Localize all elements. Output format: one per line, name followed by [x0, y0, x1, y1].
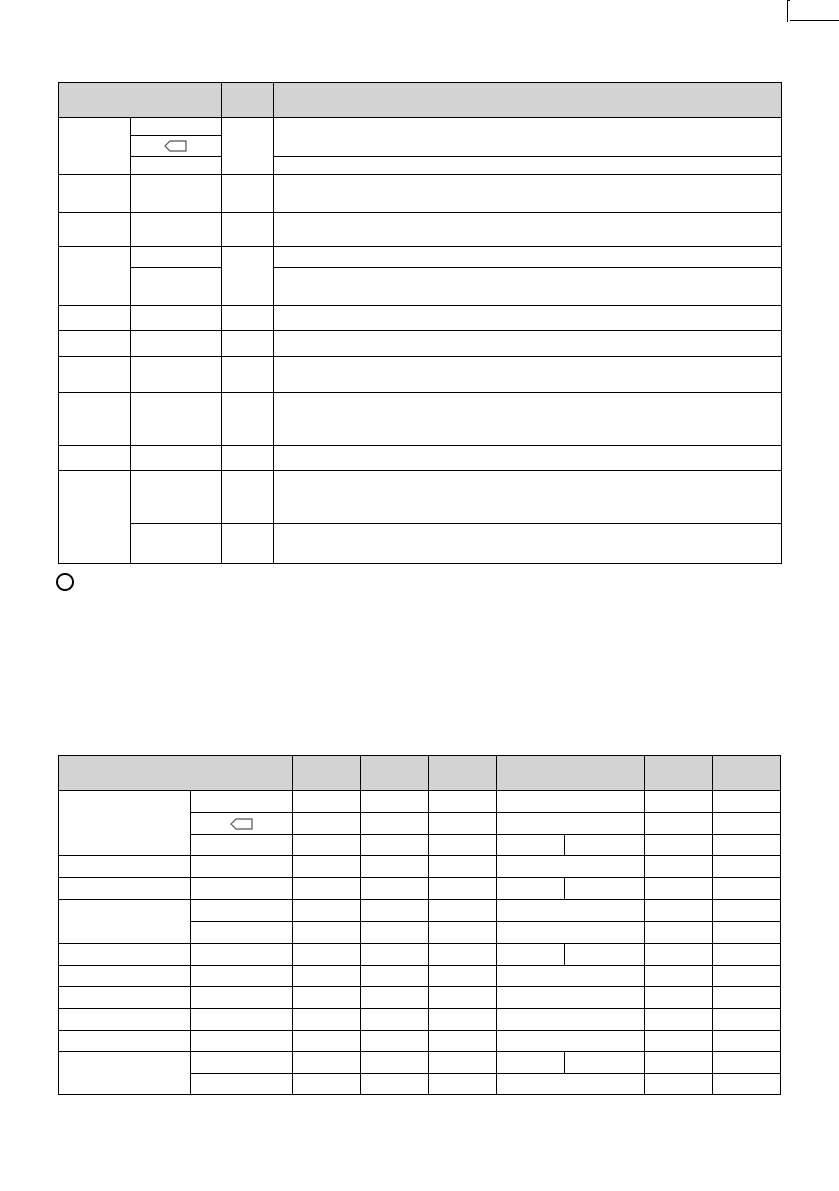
table-cell	[429, 1052, 497, 1074]
table-row	[59, 856, 781, 878]
table-cell	[293, 1009, 361, 1031]
table-cell	[429, 835, 497, 856]
table-cell	[713, 987, 781, 1009]
table-cell	[191, 1074, 293, 1095]
table-cell	[361, 813, 429, 835]
table-cell	[222, 175, 274, 213]
table-cell	[59, 966, 191, 987]
table-cell	[645, 922, 713, 944]
table-cell	[497, 813, 645, 835]
table-cell	[131, 136, 222, 157]
table-cell	[274, 157, 782, 175]
table-cell	[361, 1009, 429, 1031]
table-cell	[497, 966, 645, 987]
table-cell	[131, 331, 222, 356]
table-row	[59, 247, 782, 268]
table-cell	[59, 175, 131, 213]
table-cell	[429, 1009, 497, 1031]
table-cell	[59, 900, 191, 944]
table-cell	[222, 392, 274, 445]
table-row	[59, 1052, 781, 1074]
table-cell	[497, 791, 645, 813]
table-cell	[713, 791, 781, 813]
lower-header-cell-7	[713, 756, 781, 791]
table-cell	[713, 878, 781, 900]
table-cell	[361, 922, 429, 944]
table-cell	[293, 1031, 361, 1052]
table-cell	[361, 1074, 429, 1095]
table-cell	[59, 1009, 191, 1031]
table-cell	[191, 900, 293, 922]
table-cell	[429, 1074, 497, 1095]
table-cell	[274, 392, 782, 445]
table-cell	[497, 878, 565, 900]
table-cell	[222, 331, 274, 356]
table-cell	[222, 247, 274, 306]
table-cell	[429, 987, 497, 1009]
table-row	[59, 987, 781, 1009]
table-cell	[293, 966, 361, 987]
table-cell	[274, 118, 782, 157]
table-cell	[429, 900, 497, 922]
table-cell	[497, 856, 645, 878]
table-cell	[713, 1074, 781, 1095]
table-cell	[191, 1009, 293, 1031]
table-cell	[497, 1031, 645, 1052]
table-cell	[191, 944, 293, 966]
table-cell	[131, 306, 222, 331]
table-cell	[131, 523, 222, 563]
table-cell	[361, 878, 429, 900]
table-cell	[565, 835, 645, 856]
table-cell	[293, 1074, 361, 1095]
table-cell	[565, 878, 645, 900]
table-cell	[191, 1052, 293, 1074]
upper-header-cell-3	[274, 83, 782, 118]
table-cell	[713, 944, 781, 966]
tag-icon	[164, 140, 188, 152]
lower-table	[58, 755, 781, 1095]
top-right-cut-mark-horizontal	[790, 20, 839, 21]
table-row	[59, 306, 782, 331]
table-cell	[222, 213, 274, 247]
table-row	[59, 470, 782, 523]
table-row	[59, 900, 781, 922]
table-cell	[645, 813, 713, 835]
table-cell	[222, 356, 274, 392]
top-right-cut-mark-tick	[787, 0, 790, 1]
table-cell	[645, 1074, 713, 1095]
table-cell	[222, 118, 274, 175]
table-cell	[497, 922, 645, 944]
table-cell	[222, 523, 274, 563]
table-cell	[191, 987, 293, 1009]
table-cell	[274, 306, 782, 331]
table-cell	[429, 1031, 497, 1052]
table-cell	[131, 268, 222, 306]
tag-icon	[230, 818, 254, 830]
table-cell	[59, 878, 191, 900]
table-cell	[191, 856, 293, 878]
table-cell	[293, 987, 361, 1009]
table-cell	[565, 944, 645, 966]
info-circle-icon	[56, 573, 74, 591]
table-cell	[191, 813, 293, 835]
table-cell	[361, 900, 429, 922]
table-cell	[497, 835, 565, 856]
table-cell	[59, 1052, 191, 1095]
table-cell	[59, 306, 131, 331]
table-cell	[59, 247, 131, 306]
table-cell	[131, 175, 222, 213]
table-cell	[131, 445, 222, 470]
table-cell	[497, 1052, 565, 1074]
table-cell	[59, 392, 131, 445]
table-cell	[222, 306, 274, 331]
table-cell	[131, 118, 222, 136]
table-cell	[713, 900, 781, 922]
lower-header-cell-2	[293, 756, 361, 791]
table-cell	[497, 900, 645, 922]
table-cell	[131, 213, 222, 247]
table-row	[59, 175, 782, 213]
table-cell	[131, 356, 222, 392]
table-cell	[645, 878, 713, 900]
table-cell	[59, 944, 191, 966]
table-cell	[293, 878, 361, 900]
table-cell	[59, 118, 131, 175]
table-row	[59, 1031, 781, 1052]
upper-header-cell-2	[222, 83, 274, 118]
table-cell	[497, 1009, 645, 1031]
table-cell	[191, 791, 293, 813]
table-cell	[191, 835, 293, 856]
table-row	[59, 356, 782, 392]
table-cell	[361, 1052, 429, 1074]
table-row	[59, 213, 782, 247]
table-row	[59, 445, 782, 470]
table-cell	[274, 470, 782, 523]
table-row	[59, 791, 781, 813]
table-cell	[191, 878, 293, 900]
table-cell	[645, 1009, 713, 1031]
table-cell	[131, 392, 222, 445]
table-cell	[713, 835, 781, 856]
table-cell	[713, 813, 781, 835]
table-cell	[222, 445, 274, 470]
table-cell	[293, 900, 361, 922]
table-cell	[713, 966, 781, 987]
table-cell	[497, 1074, 645, 1095]
lower-header-cell-4	[429, 756, 497, 791]
table-cell	[131, 247, 222, 268]
table-cell	[59, 1031, 191, 1052]
table-cell	[713, 922, 781, 944]
table-cell	[429, 944, 497, 966]
table-cell	[645, 856, 713, 878]
table-cell	[293, 1052, 361, 1074]
table-cell	[131, 157, 222, 175]
table-cell	[274, 247, 782, 268]
table-cell	[191, 966, 293, 987]
table-cell	[59, 470, 131, 563]
table-row	[59, 268, 782, 306]
table-cell	[361, 791, 429, 813]
table-cell	[59, 445, 131, 470]
table-cell	[645, 900, 713, 922]
table-cell	[274, 268, 782, 306]
table-cell	[293, 856, 361, 878]
table-cell	[274, 213, 782, 247]
upper-table-header-row	[59, 83, 782, 118]
lower-table-header-row	[59, 756, 781, 791]
table-cell	[361, 944, 429, 966]
table-cell	[191, 922, 293, 944]
table-row	[59, 966, 781, 987]
table-cell	[497, 987, 645, 1009]
table-cell	[645, 944, 713, 966]
table-row	[59, 523, 782, 563]
table-cell	[645, 791, 713, 813]
table-cell	[429, 966, 497, 987]
table-cell	[497, 944, 565, 966]
table-cell	[645, 1052, 713, 1074]
top-right-cut-mark	[787, 0, 788, 22]
lower-header-cell-6	[645, 756, 713, 791]
table-cell	[59, 356, 131, 392]
lower-header-cell-1	[59, 756, 293, 791]
table-row	[59, 1009, 781, 1031]
table-cell	[361, 987, 429, 1009]
upper-table	[58, 82, 782, 564]
table-cell	[713, 1052, 781, 1074]
table-row	[59, 878, 781, 900]
table-cell	[429, 856, 497, 878]
table-cell	[59, 791, 191, 856]
table-cell	[274, 523, 782, 563]
table-cell	[429, 813, 497, 835]
table-cell	[59, 213, 131, 247]
table-cell	[361, 856, 429, 878]
table-cell	[131, 470, 222, 523]
table-cell	[274, 445, 782, 470]
table-cell	[293, 813, 361, 835]
table-cell	[713, 1009, 781, 1031]
table-cell	[59, 856, 191, 878]
table-row	[59, 944, 781, 966]
table-cell	[565, 1052, 645, 1074]
table-cell	[361, 966, 429, 987]
table-row	[59, 392, 782, 445]
table-cell	[274, 356, 782, 392]
table-cell	[361, 835, 429, 856]
upper-header-cell-1	[59, 83, 222, 118]
table-cell	[293, 791, 361, 813]
table-cell	[274, 175, 782, 213]
table-cell	[429, 878, 497, 900]
table-row	[59, 118, 782, 136]
table-cell	[59, 987, 191, 1009]
lower-header-cell-3	[361, 756, 429, 791]
table-row	[59, 157, 782, 175]
table-row	[59, 331, 782, 356]
table-cell	[191, 1031, 293, 1052]
table-cell	[274, 331, 782, 356]
table-cell	[222, 470, 274, 523]
table-cell	[713, 1031, 781, 1052]
table-cell	[645, 966, 713, 987]
table-cell	[293, 922, 361, 944]
table-cell	[293, 835, 361, 856]
table-cell	[361, 1031, 429, 1052]
table-cell	[645, 835, 713, 856]
table-cell	[429, 922, 497, 944]
table-cell	[59, 331, 131, 356]
table-cell	[293, 944, 361, 966]
table-cell	[713, 856, 781, 878]
lower-header-cell-5	[497, 756, 645, 791]
table-cell	[645, 987, 713, 1009]
table-cell	[645, 1031, 713, 1052]
table-cell	[429, 791, 497, 813]
